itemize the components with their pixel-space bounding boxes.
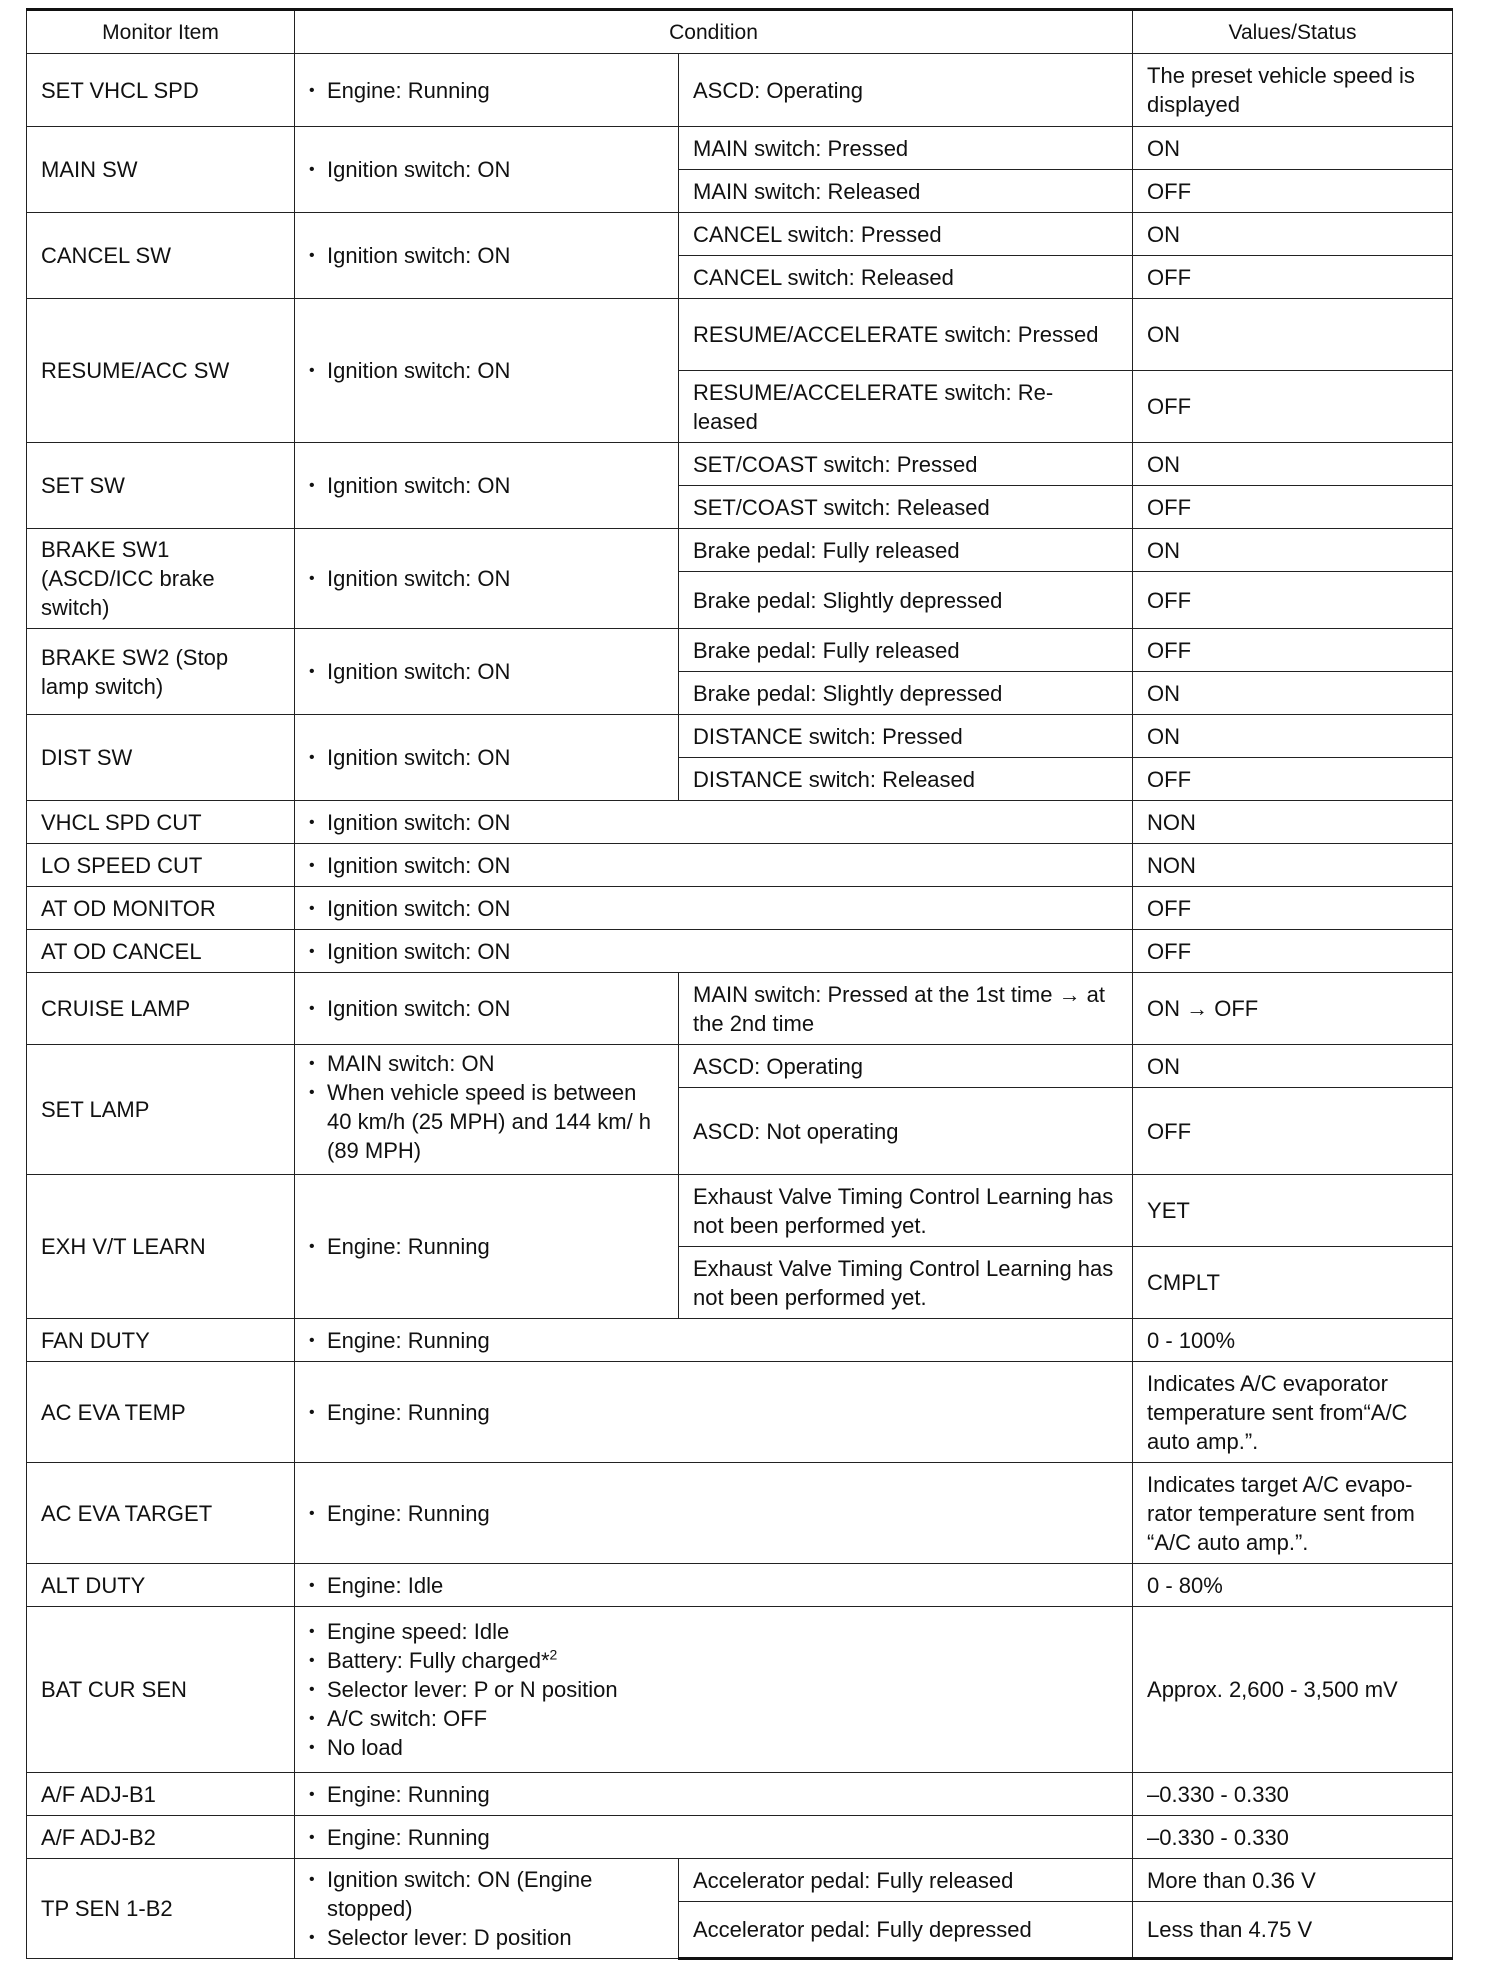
sub-condition: SET/COAST switch: Released bbox=[679, 486, 1133, 529]
condition-bullet: • MAIN switch: ON bbox=[327, 1049, 664, 1078]
table-row bbox=[27, 529, 1453, 572]
monitor-item: VHCL SPD CUT bbox=[27, 801, 295, 844]
condition-bullet: • Engine: Running bbox=[327, 1326, 1118, 1355]
condition-bullet: • Ignition switch: ON bbox=[327, 994, 664, 1023]
condition bbox=[295, 1175, 679, 1319]
monitor-item: A/F ADJ-B1 bbox=[27, 1773, 295, 1816]
sub-condition: Accelerator pedal: Fully depressed bbox=[679, 1902, 1133, 1959]
monitor-item: SET VHCL SPD bbox=[27, 54, 295, 127]
sub-condition: DISTANCE switch: Released bbox=[679, 758, 1133, 801]
condition bbox=[295, 1463, 1133, 1564]
sub-condition: MAIN switch: Pressed bbox=[679, 127, 1133, 170]
condition bbox=[295, 54, 679, 127]
condition-bullet: • Selector lever: D position bbox=[327, 1923, 664, 1952]
monitor-item: CANCEL SW bbox=[27, 213, 295, 299]
sub-condition: ASCD: Operating bbox=[679, 1045, 1133, 1088]
sub-condition: MAIN switch: Released bbox=[679, 170, 1133, 213]
header-row bbox=[27, 10, 1453, 54]
value-status: ON bbox=[1133, 443, 1453, 486]
condition-bullet: • Ignition switch: ON bbox=[327, 937, 1118, 966]
table-row bbox=[27, 1463, 1453, 1564]
value-status: ON bbox=[1133, 299, 1453, 371]
value-status: 0 - 100% bbox=[1133, 1319, 1453, 1362]
monitor-item: RESUME/ACC SW bbox=[27, 299, 295, 443]
monitor-item: SET SW bbox=[27, 443, 295, 529]
condition-bullet: • Ignition switch: ON bbox=[327, 564, 664, 593]
table-row bbox=[27, 629, 1453, 672]
value-status: ON bbox=[1133, 529, 1453, 572]
table-row bbox=[27, 1607, 1453, 1773]
condition bbox=[295, 1045, 679, 1175]
condition-bullet: • Ignition switch: ON bbox=[327, 894, 1118, 923]
table-row bbox=[27, 443, 1453, 486]
condition bbox=[295, 1816, 1133, 1859]
sub-condition: RESUME/ACCELERATE switch: Pressed bbox=[679, 299, 1133, 371]
condition bbox=[295, 529, 679, 629]
monitor-item: BAT CUR SEN bbox=[27, 1607, 295, 1773]
value-status: OFF bbox=[1133, 371, 1453, 443]
monitor-item: AC EVA TARGET bbox=[27, 1463, 295, 1564]
monitor-item: AC EVA TEMP bbox=[27, 1362, 295, 1463]
header-values-status: Values/Status bbox=[1133, 10, 1453, 54]
condition-bullet: • Ignition switch: ON bbox=[327, 743, 664, 772]
condition-bullet: • Engine: Running bbox=[327, 76, 664, 105]
condition-bullet: • Selector lever: P or N position bbox=[327, 1675, 1118, 1704]
value-status: ON bbox=[1133, 1045, 1453, 1088]
monitor-table-container bbox=[26, 8, 1452, 1960]
condition-bullet: • Ignition switch: ON bbox=[327, 241, 664, 270]
monitor-item: AT OD CANCEL bbox=[27, 930, 295, 973]
condition bbox=[295, 127, 679, 213]
sub-condition: ASCD: Not operating bbox=[679, 1088, 1133, 1175]
table-row bbox=[27, 715, 1453, 758]
condition bbox=[295, 715, 679, 801]
monitor-item: DIST SW bbox=[27, 715, 295, 801]
table-row bbox=[27, 1175, 1453, 1247]
value-status: OFF bbox=[1133, 1088, 1453, 1175]
condition-bullet: • No load bbox=[327, 1733, 1118, 1762]
condition-bullet bbox=[327, 1646, 1118, 1675]
condition-bullet: • Engine speed: Idle bbox=[327, 1617, 1118, 1646]
value-status: ON → OFF bbox=[1133, 973, 1453, 1045]
value-status: OFF bbox=[1133, 256, 1453, 299]
monitor-item: FAN DUTY bbox=[27, 1319, 295, 1362]
condition bbox=[295, 1773, 1133, 1816]
table-row bbox=[27, 887, 1453, 930]
value-status: OFF bbox=[1133, 930, 1453, 973]
header-condition: Condition bbox=[295, 10, 1133, 54]
value-status: Less than 4.75 V bbox=[1133, 1902, 1453, 1959]
value-status: NON bbox=[1133, 801, 1453, 844]
table-row bbox=[27, 930, 1453, 973]
condition bbox=[295, 844, 1133, 887]
table-row bbox=[27, 213, 1453, 256]
value-status: ON bbox=[1133, 213, 1453, 256]
value-status: OFF bbox=[1133, 572, 1453, 629]
condition bbox=[295, 887, 1133, 930]
monitor-item: A/F ADJ-B2 bbox=[27, 1816, 295, 1859]
table-row bbox=[27, 801, 1453, 844]
monitor-item: EXH V/T LEARN bbox=[27, 1175, 295, 1319]
condition-bullet: • Engine: Running bbox=[327, 1232, 664, 1261]
table-row bbox=[27, 1362, 1453, 1463]
condition bbox=[295, 1564, 1133, 1607]
monitor-item: AT OD MONITOR bbox=[27, 887, 295, 930]
value-status: OFF bbox=[1133, 758, 1453, 801]
battery-condition-text: Battery: Fully charged* bbox=[327, 1648, 550, 1673]
table-row bbox=[27, 973, 1453, 1045]
value-status: ON bbox=[1133, 672, 1453, 715]
monitor-item: TP SEN 1-B2 bbox=[27, 1859, 295, 1959]
sub-condition: Brake pedal: Fully released bbox=[679, 629, 1133, 672]
sub-condition: Exhaust Valve Timing Control Learning has not been performed yet. bbox=[679, 1247, 1133, 1319]
condition bbox=[295, 443, 679, 529]
value-status: OFF bbox=[1133, 170, 1453, 213]
condition bbox=[295, 973, 679, 1045]
condition-bullet: • Ignition switch: ON bbox=[327, 657, 664, 686]
sub-condition: CANCEL switch: Released bbox=[679, 256, 1133, 299]
condition-bullet: • Ignition switch: ON bbox=[327, 851, 1118, 880]
sub-condition: Accelerator pedal: Fully released bbox=[679, 1859, 1133, 1902]
sub-condition: DISTANCE switch: Pressed bbox=[679, 715, 1133, 758]
value-status: More than 0.36 V bbox=[1133, 1859, 1453, 1902]
table-row bbox=[27, 1319, 1453, 1362]
monitor-item: LO SPEED CUT bbox=[27, 844, 295, 887]
monitor-item: BRAKE SW1 (ASCD/ICC brake switch) bbox=[27, 529, 295, 629]
value-status: OFF bbox=[1133, 629, 1453, 672]
table-row bbox=[27, 1859, 1453, 1902]
condition bbox=[295, 1607, 1133, 1773]
table-row bbox=[27, 844, 1453, 887]
value-status: NON bbox=[1133, 844, 1453, 887]
condition-bullet: • Engine: Running bbox=[327, 1780, 1118, 1809]
sub-condition: Brake pedal: Fully released bbox=[679, 529, 1133, 572]
condition-bullet: • When vehicle speed is between 40 km/h (25 MPH) and 144 km/ h (89 MPH) bbox=[327, 1078, 664, 1165]
sub-condition: MAIN switch: Pressed at the 1st time → at the 2nd time bbox=[679, 973, 1133, 1045]
condition-bullet: • Engine: Running bbox=[327, 1398, 1118, 1427]
monitor-item: MAIN SW bbox=[27, 127, 295, 213]
table-row bbox=[27, 1045, 1453, 1088]
condition-bullet: • Ignition switch: ON (Engine stopped) bbox=[327, 1865, 664, 1923]
condition-bullet: • Engine: Idle bbox=[327, 1571, 1118, 1600]
condition-bullet: • Ignition switch: ON bbox=[327, 471, 664, 500]
condition-bullet: • Ignition switch: ON bbox=[327, 356, 664, 385]
table-row bbox=[27, 54, 1453, 127]
condition-bullet: • Engine: Running bbox=[327, 1823, 1118, 1852]
monitor-item: ALT DUTY bbox=[27, 1564, 295, 1607]
condition bbox=[295, 930, 1133, 973]
table-row bbox=[27, 1564, 1453, 1607]
sub-condition: Brake pedal: Slightly depressed bbox=[679, 672, 1133, 715]
sub-condition: CANCEL switch: Pressed bbox=[679, 213, 1133, 256]
value-status: –0.330 - 0.330 bbox=[1133, 1773, 1453, 1816]
condition-bullet: • Ignition switch: ON bbox=[327, 155, 664, 184]
table-row bbox=[27, 299, 1453, 371]
value-status: OFF bbox=[1133, 486, 1453, 529]
condition bbox=[295, 629, 679, 715]
value-status: ON bbox=[1133, 715, 1453, 758]
sub-condition: RESUME/ACCELERATE switch: Re-leased bbox=[679, 371, 1133, 443]
monitor-item: BRAKE SW2 (Stop lamp switch) bbox=[27, 629, 295, 715]
value-status: CMPLT bbox=[1133, 1247, 1453, 1319]
condition-bullet: • Ignition switch: ON bbox=[327, 808, 1118, 837]
condition bbox=[295, 1859, 679, 1959]
condition bbox=[295, 299, 679, 443]
condition bbox=[295, 801, 1133, 844]
condition bbox=[295, 1319, 1133, 1362]
monitor-item-table bbox=[26, 8, 1453, 1960]
sub-condition: Exhaust Valve Timing Control Learning has not been performed yet. bbox=[679, 1175, 1133, 1247]
value-status: Indicates target A/C evapo-rator temperature sent from “A/C auto amp.”. bbox=[1133, 1463, 1453, 1564]
value-status: YET bbox=[1133, 1175, 1453, 1247]
monitor-item: CRUISE LAMP bbox=[27, 973, 295, 1045]
condition-bullet: • Engine: Running bbox=[327, 1499, 1118, 1528]
header-monitor-item: Monitor Item bbox=[27, 10, 295, 54]
value-status: Indicates A/C evaporator temperature sent from“A/C auto amp.”. bbox=[1133, 1362, 1453, 1463]
value-status: ON bbox=[1133, 127, 1453, 170]
value-status: The preset vehicle speed is displayed bbox=[1133, 54, 1453, 127]
table-row bbox=[27, 1816, 1453, 1859]
sub-condition: Brake pedal: Slightly depressed bbox=[679, 572, 1133, 629]
table-row bbox=[27, 1773, 1453, 1816]
value-status: OFF bbox=[1133, 887, 1453, 930]
value-status: Approx. 2,600 - 3,500 mV bbox=[1133, 1607, 1453, 1773]
sub-condition: ASCD: Operating bbox=[679, 54, 1133, 127]
monitor-item: SET LAMP bbox=[27, 1045, 295, 1175]
condition-bullet: • A/C switch: OFF bbox=[327, 1704, 1118, 1733]
condition bbox=[295, 213, 679, 299]
value-status: –0.330 - 0.330 bbox=[1133, 1816, 1453, 1859]
condition bbox=[295, 1362, 1133, 1463]
footnote-marker: 2 bbox=[549, 1646, 558, 1663]
value-status: 0 - 80% bbox=[1133, 1564, 1453, 1607]
sub-condition: SET/COAST switch: Pressed bbox=[679, 443, 1133, 486]
table-row bbox=[27, 127, 1453, 170]
